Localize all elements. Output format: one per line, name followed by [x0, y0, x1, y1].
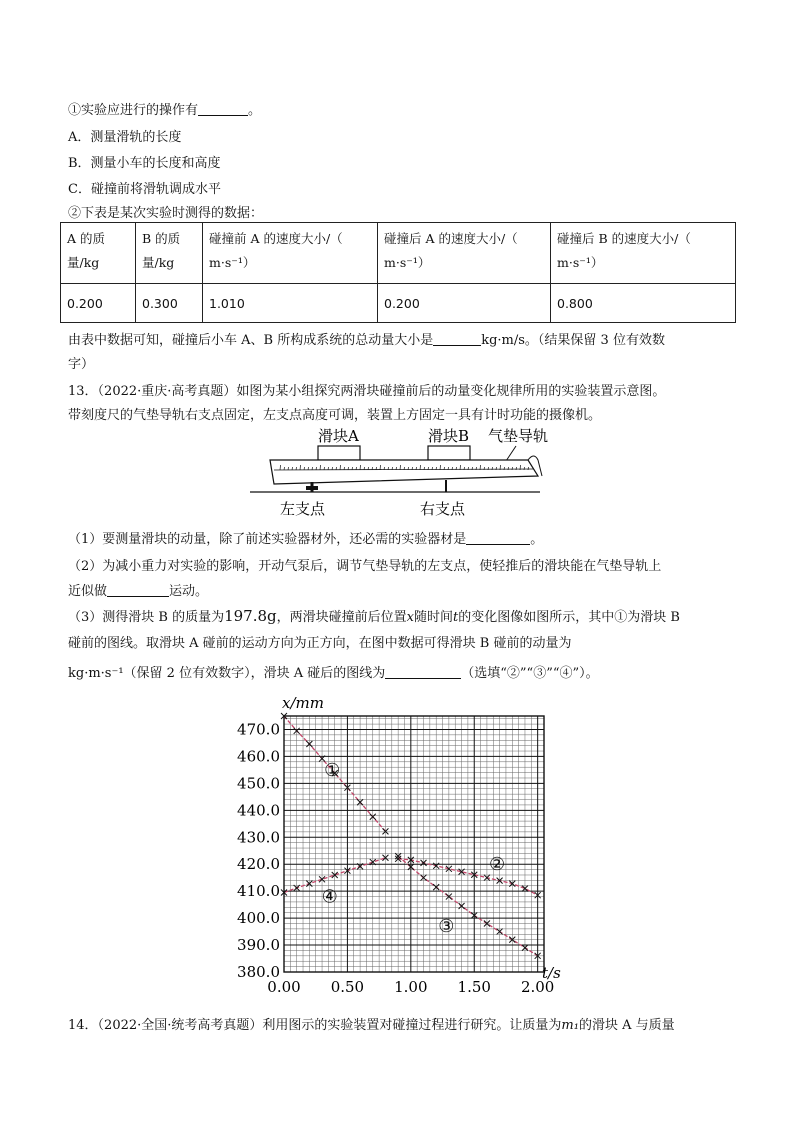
air-track-rail [270, 460, 538, 484]
q12-op-blank[interactable] [198, 101, 248, 116]
cell-a-velocity-after: 0.200 [378, 284, 551, 323]
y-tick-label: 380.0 [237, 963, 280, 981]
x-tick-label: 1.00 [394, 978, 428, 996]
x-tick-label: 0.00 [267, 978, 301, 996]
q13-part3-blank[interactable] [385, 664, 461, 679]
q12-option-b: B．测量小车的长度和高度 [68, 156, 221, 171]
q12-result-end: 字） [68, 357, 95, 372]
x-tick-label: 0.50 [330, 978, 365, 996]
air-track-apparatus [240, 424, 560, 520]
header-a-mass: A 的质 量/kg [61, 223, 136, 284]
q12-result-blank[interactable] [433, 331, 481, 346]
header-b-velocity-after: 碰撞后 B 的速度大小/（ m·s⁻¹） [551, 223, 736, 284]
left-support-label: 左支点 [280, 500, 326, 518]
right-support-label: 右支点 [420, 500, 466, 518]
y-tick-label: 400.0 [237, 909, 280, 928]
q12-op-prompt: ①实验应进行的操作有 。 [68, 103, 262, 118]
slider-b-shape [428, 446, 470, 460]
q13-part-3c: kg·m·s⁻¹（保留 2 位有效数字），滑块 A 碰后的图线为 （选填“②”“③”“④”）。 [68, 666, 599, 681]
q14-intro: 14．（2022·全国·统考高考真题）利用图示的实验装置对碰撞过程进行研究。让质量为m₁的滑块 A 与质量 [68, 1018, 675, 1033]
q13-part2-blank[interactable] [107, 582, 169, 597]
q13-intro-2: 带刻度尺的气垫导轨右支点固定，左支点高度可调，装置上方固定一具有计时功能的摄像机。 [68, 408, 602, 423]
x-tick-label: 2.00 [520, 978, 555, 996]
cell-b-mass: 0.300 [136, 284, 203, 323]
header-a-velocity-after: 碰撞后 A 的速度大小/（ m·s⁻¹） [378, 223, 551, 284]
position-time-chart [226, 694, 586, 1004]
y-tick-label: 460.0 [237, 747, 280, 766]
curve-label: ① [324, 759, 341, 781]
y-tick-label: 390.0 [237, 936, 280, 955]
table-row [61, 284, 736, 323]
slider-a-label: 滑块A [318, 427, 359, 445]
slider-a-shape [318, 446, 360, 460]
x-tick-label: 1.50 [457, 978, 491, 996]
q12-option-a: A．测量滑轨的长度 [68, 130, 182, 145]
q12-option-c: C．碰撞前将滑轨调成水平 [68, 182, 221, 197]
y-tick-label: 420.0 [237, 855, 280, 874]
header-a-velocity-before: 碰撞前 A 的速度大小/（ m·s⁻¹） [203, 223, 378, 284]
q13-intro-1: 13．（2022·重庆·高考真题）如图为某小组探究两滑块碰撞前后的动量变化规律所用的实验装置示意图。 [68, 384, 666, 399]
y-tick-label: 430.0 [237, 828, 280, 847]
y-axis-label: x/mm [282, 694, 324, 712]
curve-label: ② [489, 854, 506, 876]
header-b-mass: B 的质 量/kg [136, 223, 203, 284]
y-tick-label: 440.0 [237, 801, 280, 820]
q13-part-1: （1）要测量滑块的动量，除了前述实验器材外，还必需的实验器材是 。 [68, 532, 544, 547]
y-tick-label: 470.0 [237, 720, 280, 739]
y-tick-label: 450.0 [237, 774, 280, 793]
curve-label: ③ [438, 916, 455, 938]
q13-part-3a: （3）测得滑块 B 的质量为197.8g，两滑块碰撞前后位置x随时间t的变化图像如图所示，其中①为滑块 B [68, 607, 680, 625]
q12-result: 由表中数据可知，碰撞后小车 A、B 所构成系统的总动量大小是 kg·m/s。（结果保留 3 位有效数 [68, 333, 665, 348]
table-header-row [61, 223, 736, 284]
curve-label: ④ [321, 886, 338, 908]
x-axis-label: t/s [542, 964, 561, 982]
q13-part-2b: 近似做 运动。 [68, 584, 209, 599]
rail-label: 气垫导轨 [488, 427, 549, 445]
q12-table-intro: ②下表是某次实验时测得的数据： [68, 206, 264, 221]
q13-part-3b: 碰前的图线。取滑块 A 碰前的运动方向为正方向，在图中数据可得滑块 B 碰前的动量为 [68, 636, 572, 651]
cell-a-velocity-before: 1.010 [203, 284, 378, 323]
q12-data-table [60, 222, 736, 323]
slider-b-label: 滑块B [428, 427, 470, 445]
q13-part-2a: （2）为减小重力对实验的影响，开动气泵后，调节气垫导轨的左支点，使轻推后的滑块能在气垫导轨上 [68, 559, 662, 574]
q13-part1-blank[interactable] [466, 530, 530, 545]
y-tick-label: 410.0 [237, 882, 280, 901]
cell-b-velocity-after: 0.800 [551, 284, 736, 323]
cell-a-mass: 0.200 [61, 284, 136, 323]
